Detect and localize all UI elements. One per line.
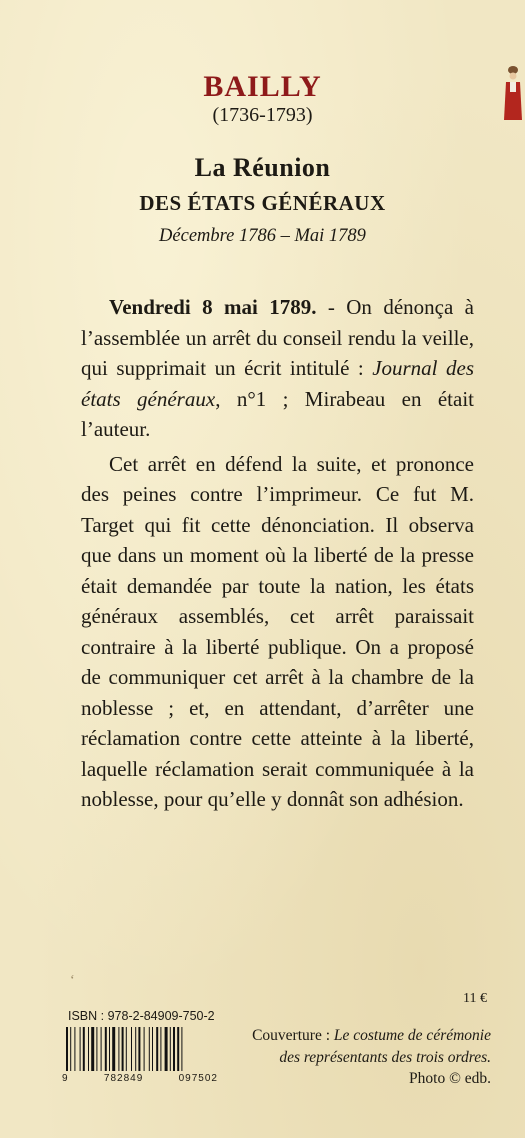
- barcode-bar: [152, 1027, 153, 1071]
- barcode-bar: [109, 1027, 110, 1071]
- barcode-bar: [66, 1027, 68, 1071]
- barcode-bar: [160, 1027, 161, 1071]
- credit-title-1: Le costume de cérémonie: [333, 1027, 491, 1044]
- barcode-digits-left: 782849: [103, 1073, 144, 1084]
- back-cover-excerpt: [81, 292, 474, 815]
- photo-credit: Photo © edb.: [409, 1070, 491, 1087]
- barcode-bar: [173, 1027, 175, 1071]
- barcode-digits: [62, 1073, 218, 1084]
- title-line-2-text: DES ÉTATS GÉNÉRAUX: [139, 191, 386, 215]
- barcode-bar: [181, 1027, 182, 1071]
- excerpt-journal-title: Journal des états généraux: [81, 356, 474, 411]
- author-dates: (1736-1793): [212, 104, 313, 126]
- barcode-bar: [138, 1027, 140, 1071]
- title-line-1: [0, 153, 525, 183]
- barcode-digit-lead: 9: [62, 1073, 69, 1084]
- barcode-bar: [131, 1027, 132, 1071]
- subtitle-dates: Décembre 1786 – Mai 1789: [159, 226, 366, 246]
- barcode-bar: [126, 1027, 127, 1071]
- barcode-bar: [118, 1027, 119, 1071]
- barcode-bar: [74, 1027, 75, 1071]
- title-line-1-text: La Réunion: [194, 153, 331, 182]
- credit-line-1: [226, 1025, 491, 1047]
- isbn: ISBN : 978-2-84909-750-2: [68, 1009, 215, 1023]
- barcode-bar: [170, 1027, 171, 1071]
- barcode-bar: [122, 1027, 124, 1071]
- barcode-bar: [96, 1027, 97, 1071]
- cover-credit: [226, 1025, 491, 1090]
- barcode-bar: [112, 1027, 115, 1071]
- credit-title-2: des représentants des trois ordres.: [279, 1048, 491, 1066]
- barcode-bar: [83, 1027, 85, 1071]
- excerpt-text-a: - On dénonça à l’assemblée un arrêt du conseil rendu la veille, qui supprimait un écrit intitulé :: [81, 295, 474, 380]
- barcode-bar: [165, 1027, 168, 1071]
- title-line-2: [0, 191, 525, 216]
- barcode-bars: [64, 1027, 214, 1073]
- barcode-bar: [156, 1027, 158, 1071]
- barcode-bar: [80, 1027, 81, 1071]
- barcode-bar: [105, 1027, 107, 1071]
- barcode-bar: [144, 1027, 145, 1071]
- price: 11 €: [463, 991, 487, 1006]
- barcode-bar: [91, 1027, 94, 1071]
- credit-label: Couverture :: [252, 1027, 334, 1044]
- barcode-bar: [149, 1027, 150, 1071]
- paper-mark: ‘: [70, 973, 75, 988]
- barcode-bar: [135, 1027, 136, 1071]
- barcode-bar: [88, 1027, 89, 1071]
- author-name: BAILLY: [203, 70, 322, 103]
- excerpt-paragraph-1: [81, 292, 474, 445]
- barcode-bar: [101, 1027, 102, 1071]
- excerpt-text-b: , n°1 ; Mirabeau en était l’auteur.: [81, 386, 474, 441]
- excerpt-paragraph-2: Cet arrêt en défend la suite, et prononce des peines contre l’imprimeur. Ce fut M. Target qui fit cette dénonciation. Il observa que dans un moment où la liberté de la presse était demandée par toute la nation, les états généraux assemblés, cet arrêt paraissait contraire à la liberté publique. On a proposé de communiquer cet arrêt à la chambre de la noblesse ; et, en attendant, d’arrêter une réclamation contre cette atteinte à la liberté, laquelle réclamation serait communiquée à la noblesse, pour qu’elle y donnât son adhésion.: [81, 451, 474, 811]
- credit-line-2: [226, 1047, 491, 1069]
- barcode-bar: [70, 1027, 71, 1071]
- barcode-digits-right: 097502: [178, 1073, 218, 1084]
- barcode-bar: [177, 1027, 179, 1071]
- excerpt-date-lead: Vendredi 8 mai 1789.: [109, 295, 317, 319]
